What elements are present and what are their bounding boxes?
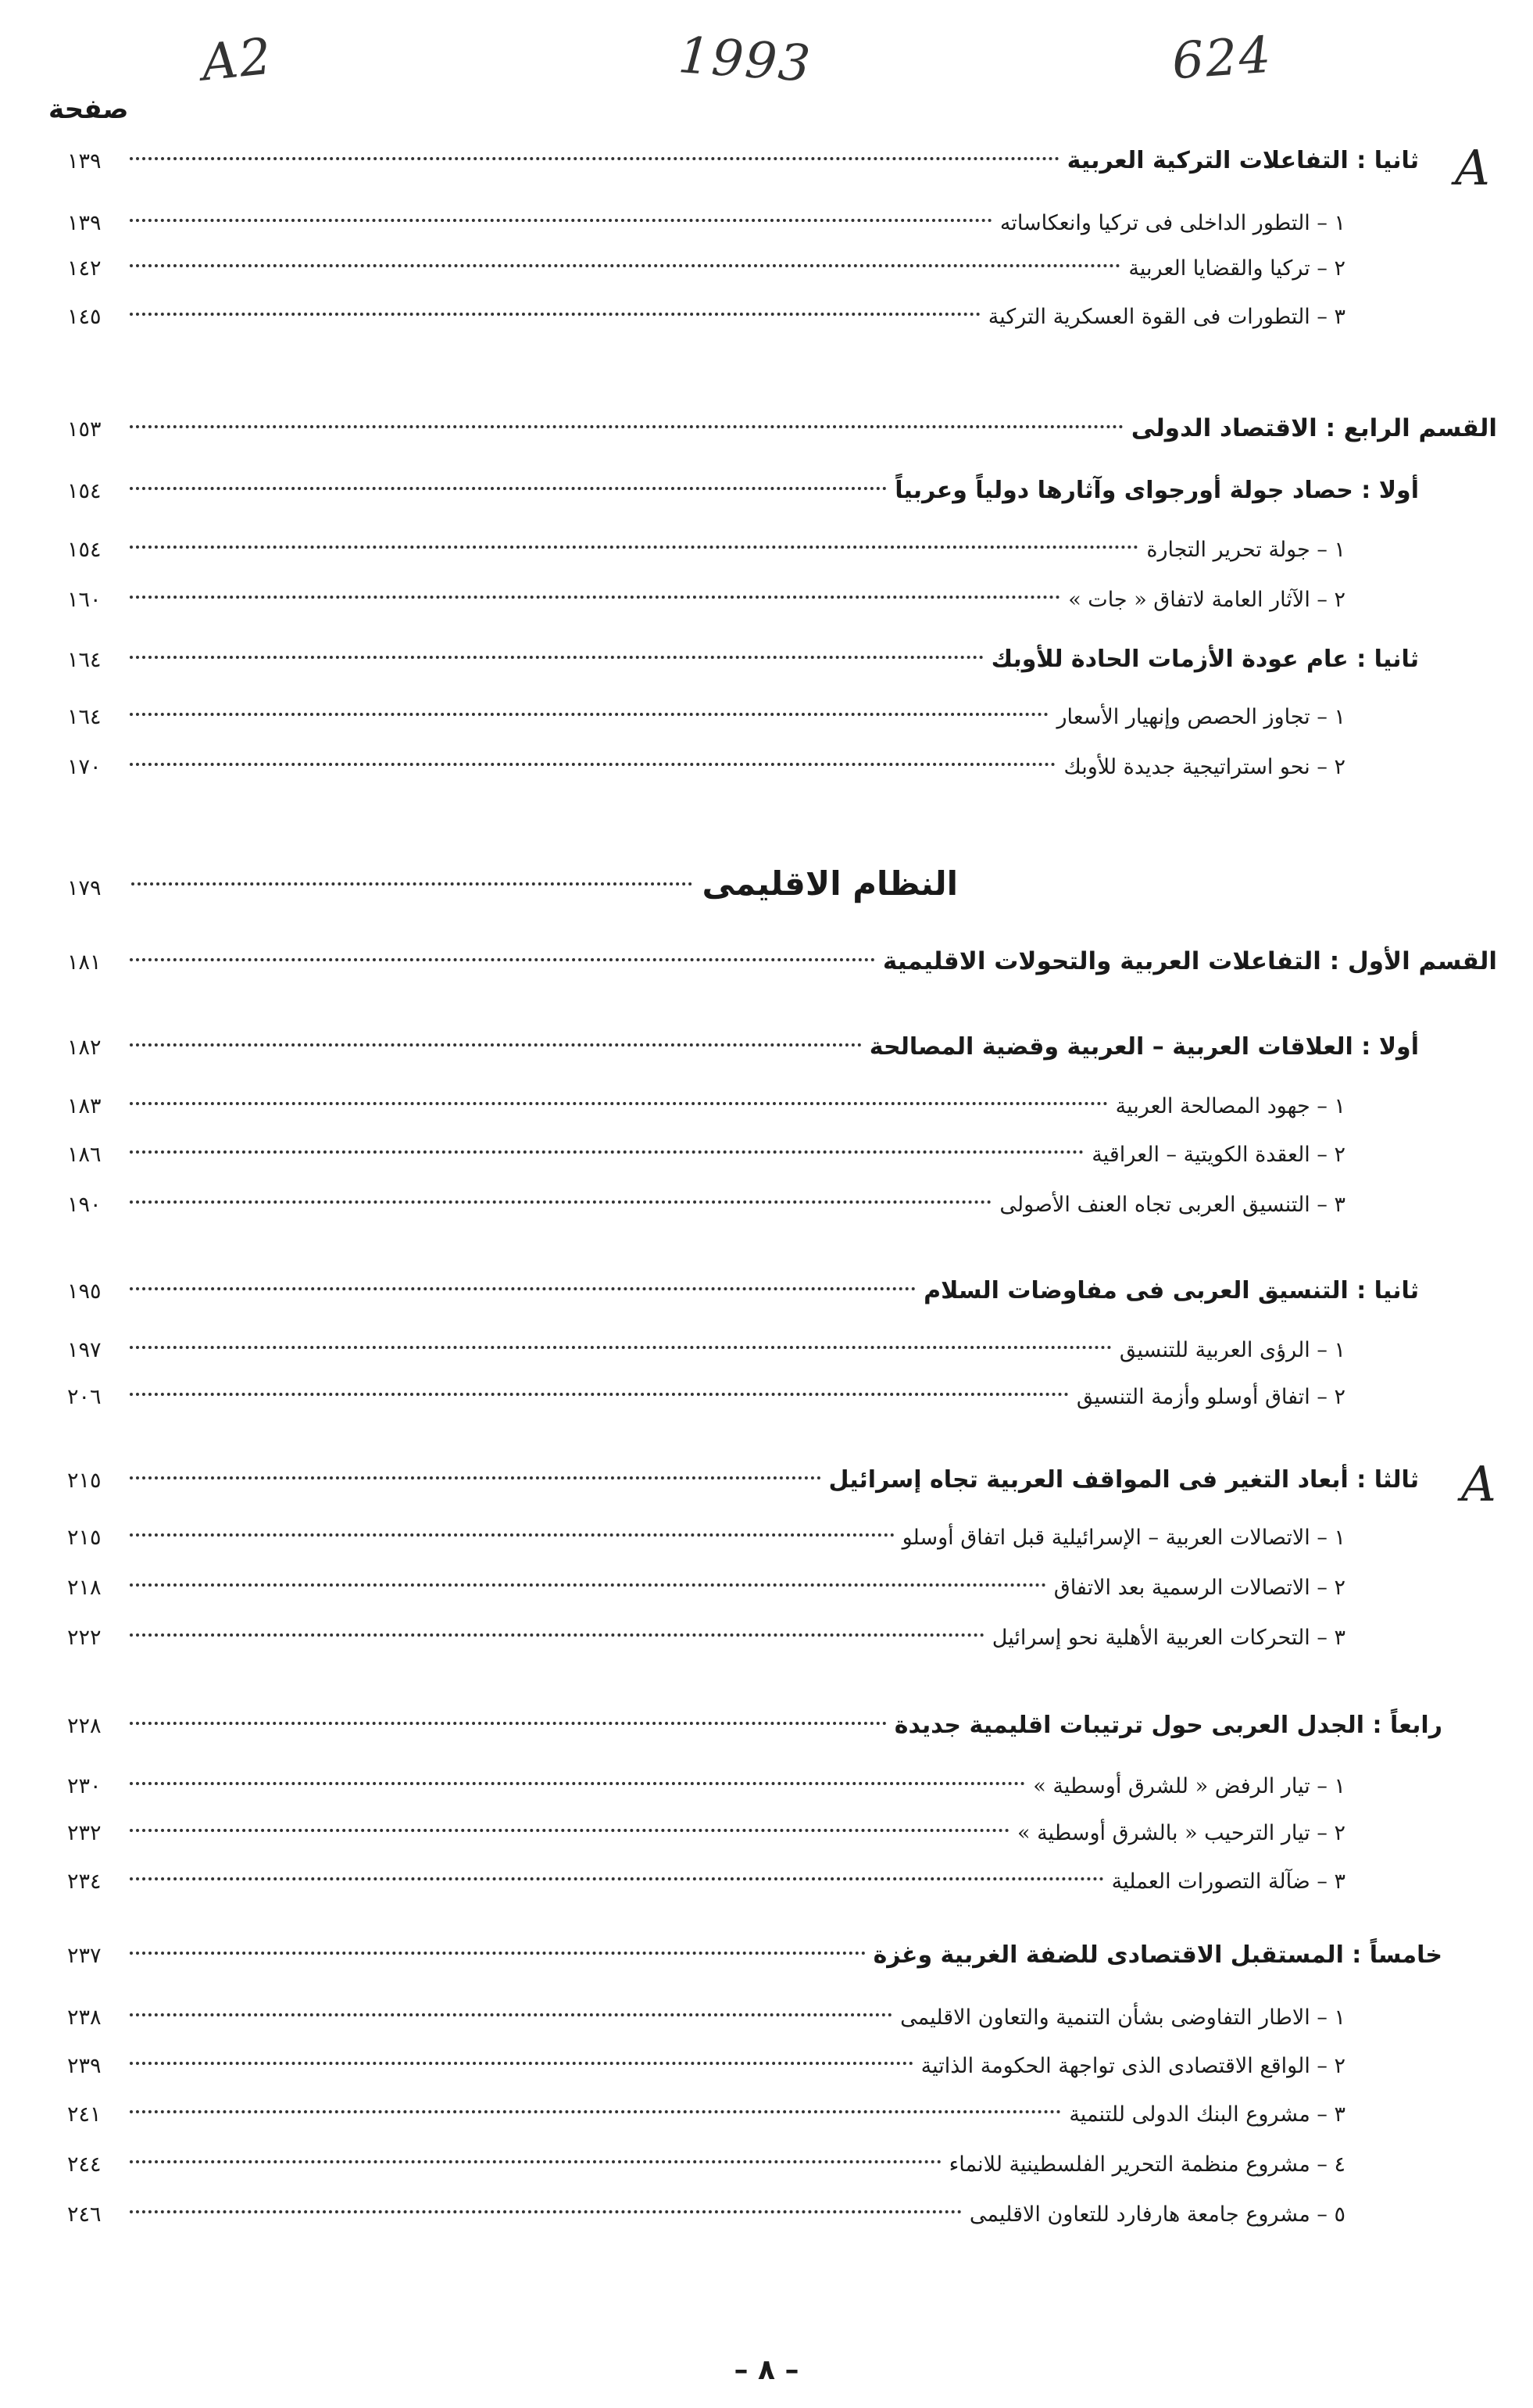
toc-entry (67, 1626, 1345, 1650)
toc-entry-title: ٣ – التحركات العربية الأهلية نحو إسرائيل (992, 1626, 1345, 1650)
margin-mark-top: A (1455, 139, 1490, 196)
toc-entry (67, 477, 1419, 504)
toc-entry-title: القسم الأول : التفاعلات العربية والتحولات الاقليمية (882, 947, 1497, 975)
toc-entry-page: ١٥٤ (67, 479, 102, 503)
toc-entry-page: ١٦٠ (67, 588, 102, 612)
toc-entry (67, 646, 1419, 673)
toc-entry-page: ٢١٥ (67, 1469, 102, 1493)
toc-entry (67, 1821, 1345, 1845)
toc-entry-page: ٢٤٤ (67, 2152, 102, 2177)
dot-leader (130, 486, 887, 490)
handwritten-number: 624 (1170, 26, 1274, 91)
toc-entry (67, 2152, 1345, 2177)
toc-entry-page: ٢٠٦ (67, 1385, 102, 1409)
toc-entry-page: ٢١٨ (67, 1576, 102, 1600)
toc-entry (67, 1870, 1345, 1894)
dot-leader (130, 1043, 862, 1047)
dot-leader (130, 1951, 866, 1955)
toc-entry (67, 1526, 1345, 1550)
toc-entry-title: أولا : العلاقات العربية – العربية وقضية المصالحة (869, 1033, 1419, 1061)
toc-entry-page: ١٤٢ (67, 256, 102, 281)
toc-entry (67, 1338, 1345, 1362)
dot-leader (130, 595, 1060, 599)
toc-entry-title: ٢ – تيار الترحيب « بالشرق أوسطية » (1017, 1821, 1345, 1845)
toc-entry-page: ٢٢٢ (67, 1626, 102, 1650)
toc-entry (67, 1277, 1419, 1304)
toc-entry-page: ١٥٣ (67, 417, 102, 442)
toc-entry-title: ٣ – التطورات فى القوة العسكرية التركية (988, 305, 1345, 329)
handwritten-year: 1993 (676, 27, 814, 94)
dot-leader (130, 2013, 892, 2016)
toc-entry-page: ١٦٤ (67, 648, 102, 672)
toc-entry-page: ٢٣٠ (67, 1774, 102, 1798)
toc-entry-page: ٢٣٤ (67, 1870, 102, 1894)
dot-leader (131, 882, 692, 886)
toc-entry-title: ١ – الاتصالات العربية – الإسرائيلية قبل اتفاق أوسلو (902, 1526, 1345, 1550)
dot-leader (130, 545, 1138, 549)
toc-entry-page: ١٣٩ (67, 149, 102, 174)
toc-entry-page: ١٤٥ (67, 305, 102, 329)
toc-entry-title: ثالثا : أبعاد التغير فى المواقف العربية تجاه إسرائيل (828, 1466, 1419, 1494)
toc-entry-title: ٢ – العقدة الكويتية – العراقية (1092, 1143, 1345, 1167)
toc-entry (67, 2202, 1345, 2227)
toc-entry (67, 211, 1345, 235)
dot-leader (130, 1286, 916, 1290)
toc-part-heading (67, 864, 958, 911)
toc-entry-page: ١٨٣ (67, 1094, 102, 1118)
toc-entry-page: ١٥٤ (67, 538, 102, 562)
toc-entry (67, 1094, 1345, 1118)
toc-entry-title: ١ – التطور الداخلى فى تركيا وانعكاساته (999, 211, 1345, 235)
toc-entry-title: ثانيا : عام عودة الأزمات الحادة للأوبك (991, 646, 1419, 673)
toc-entry (67, 1193, 1345, 1217)
dot-leader (130, 712, 1049, 716)
toc-entry (67, 755, 1345, 779)
toc-entry-page: ١٦٤ (67, 705, 102, 729)
toc-entry-title: ١ – الاطار التفاوضى بشأن التنمية والتعاون الاقليمى (900, 2005, 1345, 2030)
toc-entry-title: أولا : حصاد جولة أورجواى وآثارها دولياً وعربياً (895, 477, 1419, 504)
toc-entry-title: ١ – جهود المصالحة العربية (1115, 1094, 1345, 1118)
toc-entry (67, 1774, 1345, 1798)
toc-entry (67, 2054, 1345, 2078)
toc-entry (67, 2005, 1345, 2030)
margin-mark-mid: A (1461, 1455, 1496, 1512)
toc-entry-title: ٣ – التنسيق العربى تجاه العنف الأصولى (999, 1193, 1345, 1217)
toc-entry-page: ٢٤٦ (67, 2202, 102, 2227)
toc-entry-title: ٥ – مشروع جامعة هارفارد للتعاون الاقليمى (969, 2202, 1345, 2227)
toc-entry-title: رابعاً : الجدل العربى حول ترتيبات اقليمية جديدة (894, 1712, 1442, 1739)
toc-entry-page: ١٣٩ (67, 211, 102, 235)
dot-leader (130, 1345, 1112, 1349)
toc-entry-title: ٢ – الواقع الاقتصادى الذى تواجهة الحكومة الذاتية (920, 2054, 1345, 2078)
toc-entry-page: ١٧٩ (67, 876, 102, 900)
dot-leader (130, 1101, 1108, 1105)
toc-entry-title: ٢ – الآثار العامة لاتفاق « جات » (1068, 588, 1345, 612)
dot-leader (130, 1583, 1046, 1587)
toc-entry-page: ١٧٠ (67, 755, 102, 779)
dot-leader (130, 1392, 1069, 1396)
toc-entry (67, 1712, 1442, 1739)
dot-leader (130, 424, 1124, 428)
toc-entry-title: ٢ – الاتصالات الرسمية بعد الاتفاق (1053, 1576, 1345, 1600)
toc-entry-page: ١٩٧ (67, 1338, 102, 1362)
toc-entry (67, 705, 1345, 729)
toc-entry-title: ١ – تجاوز الحصص وإنهيار الأسعار (1056, 705, 1345, 729)
dot-leader (130, 1828, 1009, 1832)
toc-entry-page: ٢١٥ (67, 1526, 102, 1550)
page-number-footer: – ٨ – (734, 2354, 799, 2386)
dot-leader (130, 1150, 1084, 1154)
dot-leader (130, 1476, 821, 1480)
toc-entry-page: ٢٣٩ (67, 2054, 102, 2078)
dot-leader (130, 312, 981, 316)
toc-entry-page: ١٩٥ (67, 1279, 102, 1304)
dot-leader (130, 2159, 942, 2163)
toc-entry (67, 1385, 1345, 1409)
toc-entry (67, 1576, 1345, 1600)
toc-entry (67, 305, 1345, 329)
dot-leader (130, 263, 1120, 267)
toc-entry-page: ١٩٠ (67, 1193, 102, 1217)
dot-leader (130, 762, 1056, 766)
dot-leader (130, 655, 984, 659)
dot-leader (130, 156, 1060, 160)
toc-entry-title: ٣ – مشروع البنك الدولى للتنمية (1069, 2102, 1345, 2127)
toc-entry-page: ٢٤١ (67, 2102, 102, 2127)
toc-entry-title: ٢ – نحو استراتيجية جديدة للأوبك (1063, 755, 1345, 779)
handwritten-code: A2 (198, 27, 276, 93)
toc-entry (67, 1033, 1419, 1061)
toc-entry (67, 538, 1345, 562)
dot-leader (130, 957, 875, 961)
dot-leader (130, 2109, 1061, 2113)
dot-leader (130, 1877, 1104, 1880)
toc-entry (67, 1143, 1345, 1167)
dot-leader (130, 218, 992, 222)
toc-entry (67, 588, 1345, 612)
toc-entry-page: ١٨٢ (67, 1036, 102, 1060)
toc-entry-page: ٢٣٨ (67, 2005, 102, 2030)
toc-entry-title: ٣ – ضآلة التصورات العملية (1111, 1870, 1345, 1894)
toc-entry-title: ٢ – اتفاق أوسلو وأزمة التنسيق (1076, 1385, 1345, 1409)
toc-entry-title: القسم الرابع : الاقتصاد الدولى (1131, 414, 1497, 442)
toc-entry-page: ٢٣٧ (67, 1944, 102, 1968)
toc-entry (67, 414, 1497, 442)
toc-entry (67, 147, 1419, 174)
dot-leader (130, 1721, 887, 1725)
toc-entry-title: خامساً : المستقبل الاقتصادى للضفة الغربية وغزة (873, 1941, 1442, 1969)
toc-entry-title: ١ – جولة تحرير التجارة (1146, 538, 1345, 562)
toc-entry (67, 1466, 1419, 1494)
toc-entry-title: ثانيا : التنسيق العربى فى مفاوضات السلام (924, 1277, 1419, 1304)
page-column-header: صفحة (48, 94, 129, 125)
toc-entry (67, 2102, 1345, 2127)
dot-leader (130, 1200, 992, 1204)
toc-entry-title: النظام الاقليمى (702, 864, 958, 903)
toc-entry (67, 947, 1497, 975)
toc-entry-title: ثانيا : التفاعلات التركية العربية (1067, 147, 1419, 174)
toc-entry-page: ٢٣٢ (67, 1821, 102, 1845)
toc-entry-page: ١٨٦ (67, 1143, 102, 1167)
toc-entry-title: ٢ – تركيا والقضايا العربية (1128, 256, 1345, 281)
toc-entry-title: ٤ – مشروع منظمة التحرير الفلسطينية للانماء (949, 2152, 1345, 2177)
dot-leader (130, 1633, 984, 1637)
dot-leader (130, 2209, 962, 2213)
toc-entry (67, 1941, 1442, 1969)
toc-entry (67, 256, 1345, 281)
toc-entry-page: ١٨١ (67, 950, 102, 975)
toc-entry-title: ١ – تيار الرفض « للشرق أوسطية » (1033, 1774, 1345, 1798)
toc-entry-title: ١ – الرؤى العربية للتنسيق (1119, 1338, 1345, 1362)
dot-leader (130, 1533, 895, 1537)
toc-entry-page: ٢٢٨ (67, 1714, 102, 1738)
dot-leader (130, 1781, 1025, 1785)
dot-leader (130, 2061, 913, 2065)
